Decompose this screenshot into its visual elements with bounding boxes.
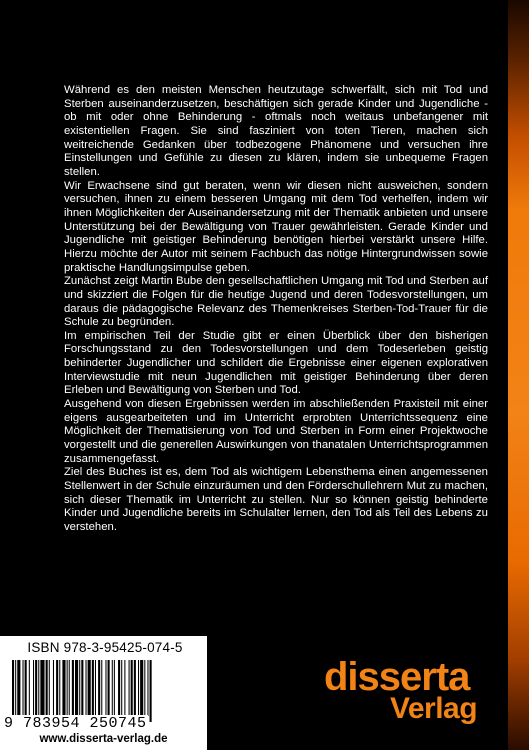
barcode-bar: [124, 660, 125, 716]
barcode-bar: [40, 660, 44, 716]
orange-accent-bar: [508, 0, 529, 750]
website-url: www.disserta-verlag.de: [39, 733, 168, 745]
isbn-label: ISBN 978-3-95425-074-5: [27, 640, 183, 655]
barcode-bar: [23, 660, 24, 716]
barcode-bar: [138, 660, 139, 716]
paragraph-author: Zunächst zeigt Martin Bube den gesellschaftlichen Umgang mit Tod und Sterben auf und skizziert die Folgen für die heutige Jugend und deren Todesvorstellungen, um daraus die pädagogische Relevanz des Themenkreises Sterben-Tod-Trauer für die Schule zu begründen.: [64, 275, 488, 329]
barcode-bar: [29, 660, 30, 716]
paragraph-adults: Wir Erwachsene sind gut beraten, wenn wir diesen nicht ausweichen, sondern versuchen, ihnen zu einem besseren Umgang mit dem Tod verhelfen, indem wir ihnen Möglichkeiten der Auseinandersetzung mit der Thematik anbieten und unsere Unterstützung bei der Bewältigung von Trauer gewährleisten. Gerade Kinder und Jugendliche mit geistiger Behinderung benötigen hierbei verstärkt unsere Hilfe. Hierzu möchte der Autor mit seinem Fachbuch das nötige Hintergrundwissen sowie praktische Handlungsimpulse geben.: [64, 179, 488, 274]
barcode-bar: [38, 660, 39, 716]
paragraph-practice: Ausgehend von diesen Ergebnissen werden im abschließenden Praxisteil mit einer eigens ausgearbeiteten und im Unterricht erprobten Unterrichtssequenz eine Möglichkeit der Thematisierung von Tod und Sterben in Form einer Projektwoche vorgestellt und die generellen Auswirkungen von thanatalen Unterrichtsprogrammen zusammengefasst.: [64, 398, 488, 465]
barcode-bar: [46, 660, 48, 716]
barcode-bar: [33, 660, 34, 716]
barcode-bar: [81, 660, 83, 722]
barcode-bar: [92, 660, 94, 716]
barcode-bar: [144, 660, 145, 716]
barcode-bar: [88, 660, 91, 722]
barcode-bar: [59, 660, 60, 716]
barcode-bar: [69, 660, 70, 716]
barcode-bar: [108, 660, 110, 716]
barcode-bar: [72, 660, 74, 716]
barcode-bar: [17, 660, 20, 716]
barcode-bar: [105, 660, 106, 716]
back-cover-text: [64, 84, 488, 535]
barcode-digits: 9 783954 250745: [4, 715, 147, 732]
barcode-bar: [131, 660, 133, 716]
barcode-bar: [62, 660, 65, 716]
barcode-bar: [86, 660, 87, 722]
barcode-bar: [25, 660, 27, 716]
barcode-bar: [67, 660, 68, 716]
barcode-bar: [134, 660, 136, 716]
barcode-bar: [12, 660, 14, 722]
barcode-bar: [147, 660, 148, 716]
publisher-logo-name: disserta: [324, 655, 470, 699]
paragraph-goal: Ziel des Buches ist es, dem Tod als wichtigem Lebensthema einen angemessenen Stellenwert in der Schule einzuräumen und den Förderschullehrern Mut zu machen, sich dieser Thematik im Unterricht zu stellen. Nur so können geistig behinderte Kinder und Jugendliche bereits im Schulalter lernen, den Tod als Teil des Lebens zu verstehen.: [64, 466, 488, 533]
barcode-bar: [15, 660, 16, 722]
paragraph-empirical: Im empirischen Teil der Studie gibt er einen Überblick über den bisherigen Forschungsstand zu den Todesvorstellungen und dem Todeserleben geistig behinderter Jugendlicher und schildert die Ergebnisse einer eigenen explorativen Interviewstudie mit neun Jugendlichen mit geistiger Behinderung über deren Erleben und Bewältigung von Sterben und Tod.: [64, 329, 488, 397]
barcode-bar: [121, 660, 122, 716]
barcode-bar: [101, 660, 102, 716]
barcode-bar: [112, 660, 113, 716]
barcode-panel: [0, 636, 207, 750]
barcode-bar: [53, 660, 54, 716]
publisher-logo-sub: Verlag: [390, 692, 478, 725]
barcode-bar: [95, 660, 96, 716]
barcode-bar: [118, 660, 120, 716]
barcode-bar: [140, 660, 143, 716]
barcode-bar: [114, 660, 115, 716]
barcode-bar: [49, 660, 50, 716]
barcode-bar: [56, 660, 58, 716]
barcode-bar: [75, 660, 78, 716]
barcode-bar: [79, 660, 80, 716]
barcode-bar: [129, 660, 130, 716]
barcode-bar: [35, 660, 37, 716]
barcode-bar: [98, 660, 100, 716]
paragraph-intro: Während es den meisten Menschen heutzutage schwerfällt, sich mit Tod und Sterben auseinanderzusetzen, beschäftigen sich gerade Kinder und Jugendliche - ob mit oder ohne Behinderung - oftmals noch weitaus unbefangener mit existentiellen Fragen. Sie sind fasziniert von toten Tieren, machen sich weitreichende Gedanken über todbezogene Phänomene und versuchen ihre Einstellungen und Gefühle zu diesen zu klären, indem sie unbequeme Fragen stellen.: [64, 84, 488, 178]
barcode-bar: [150, 660, 152, 722]
